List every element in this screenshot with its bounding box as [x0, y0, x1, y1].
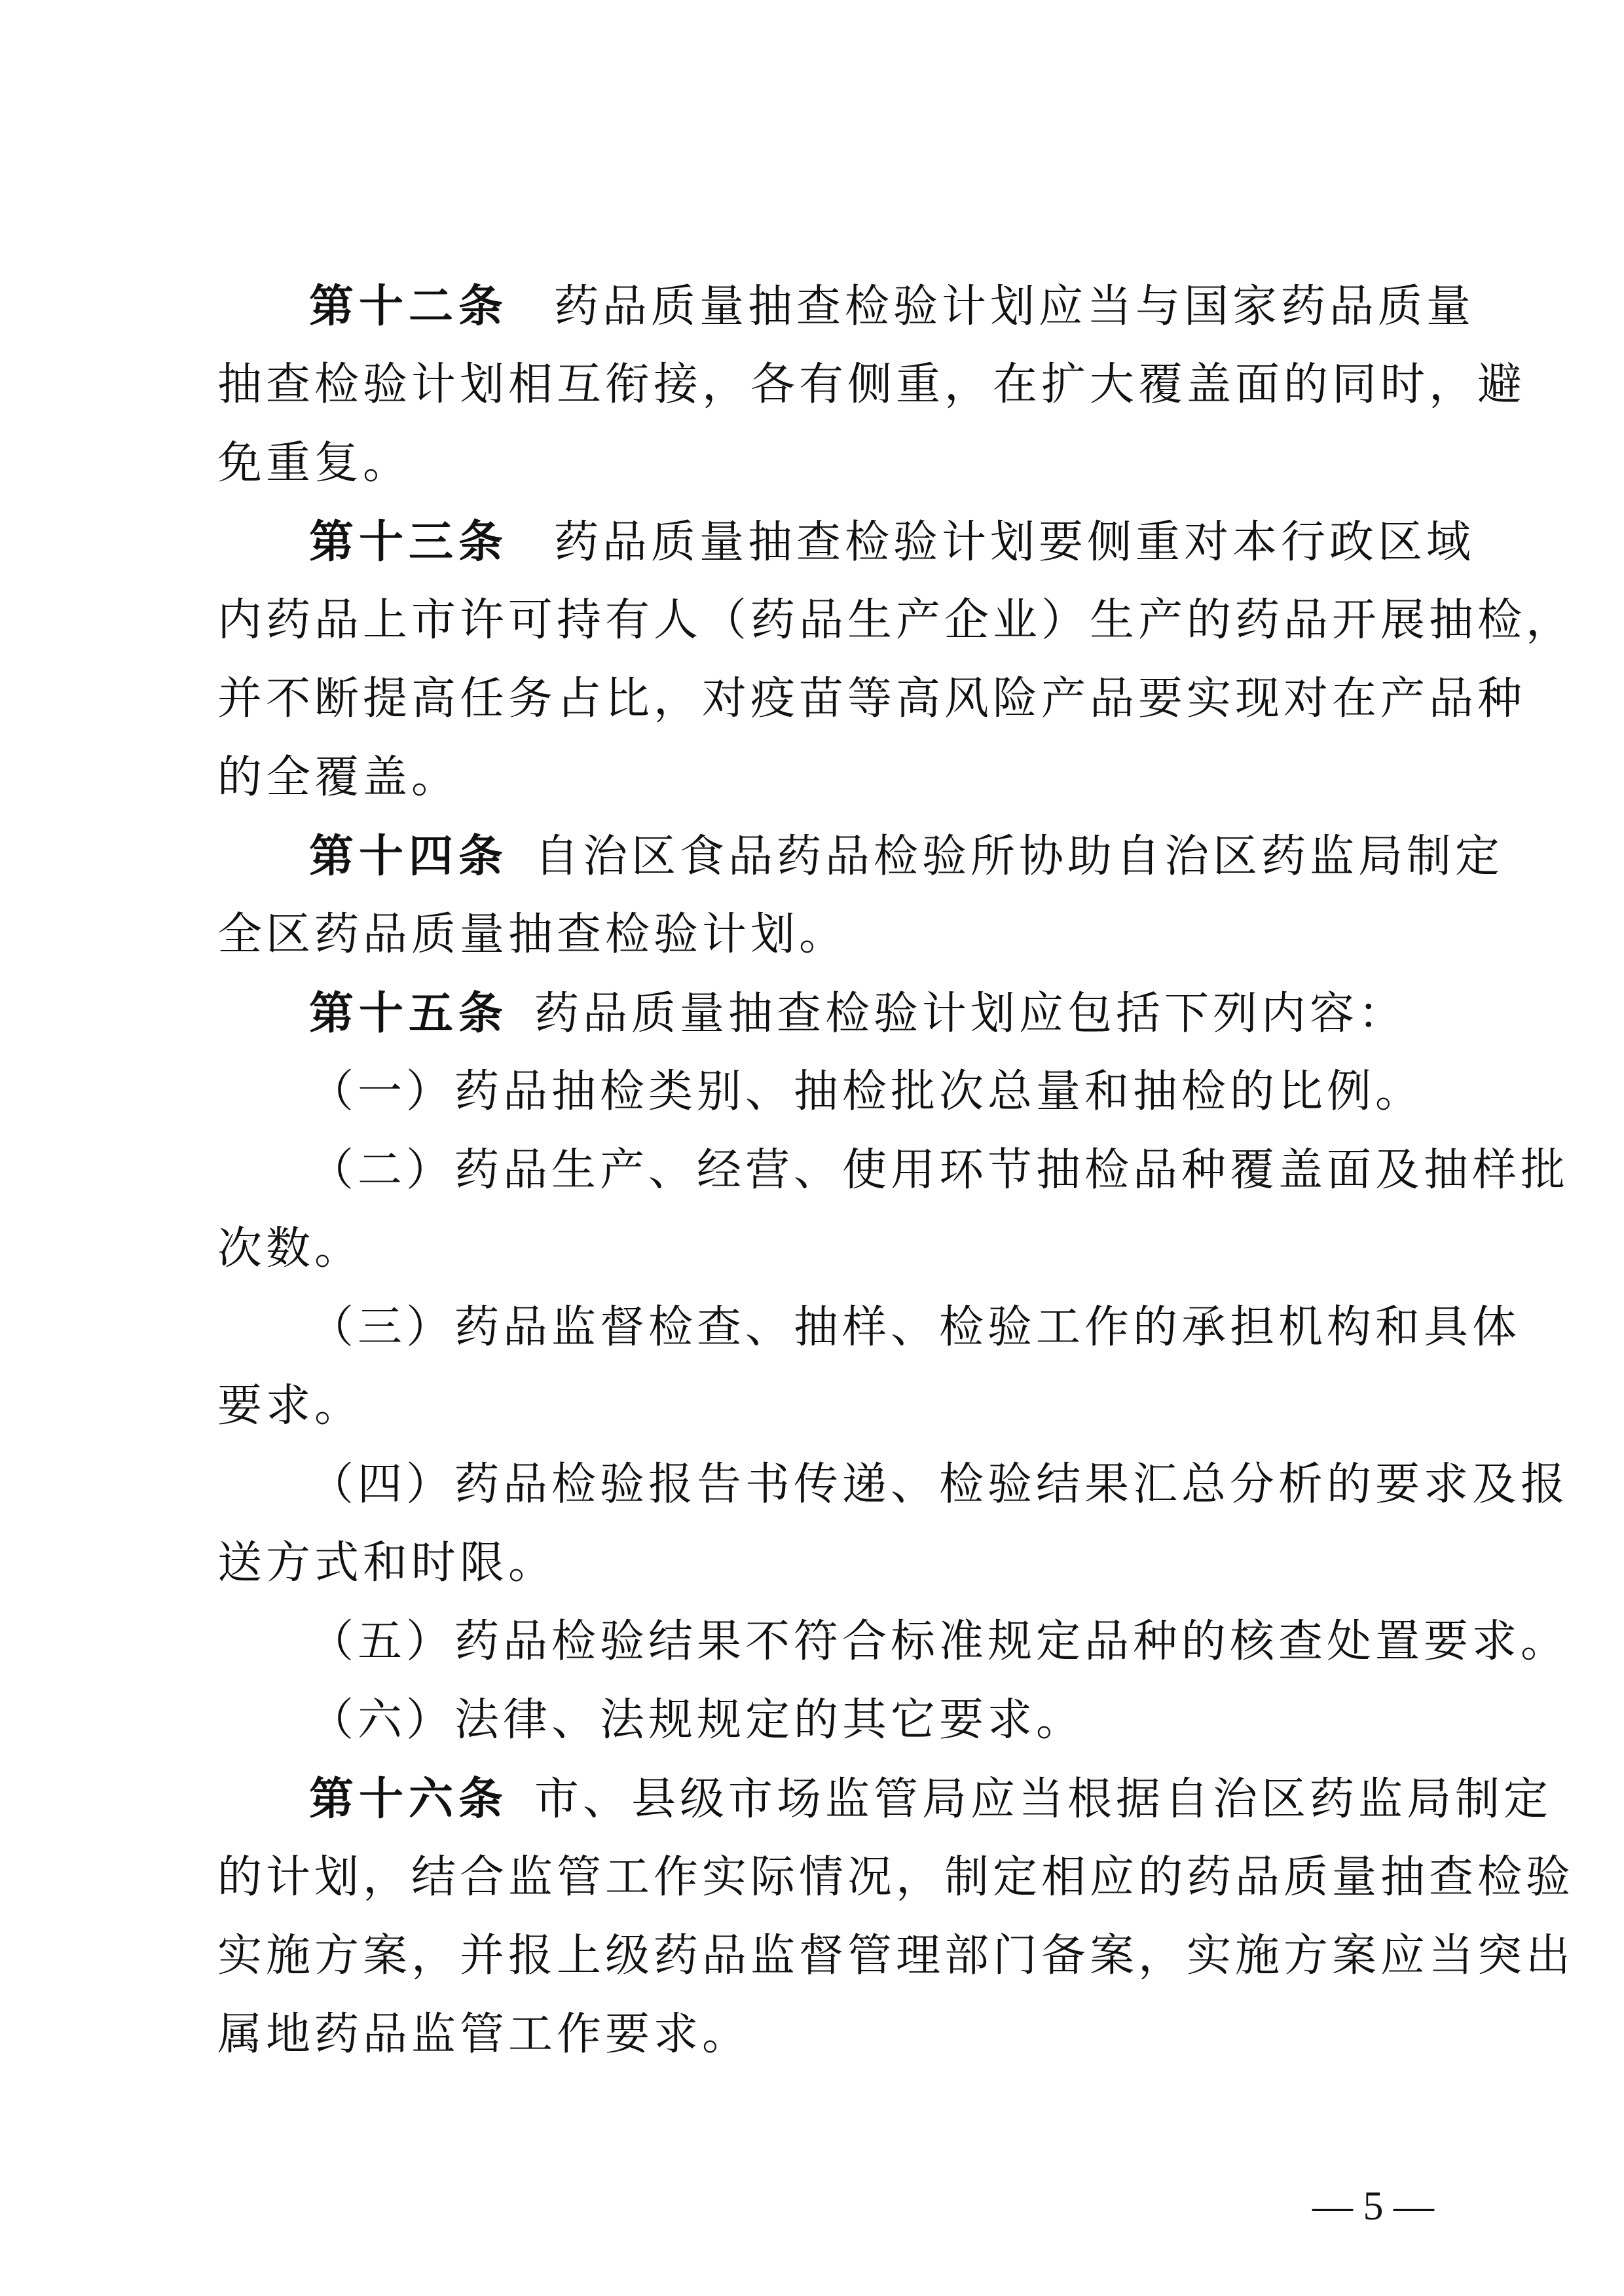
- item-6-line-1: （六）法律、法规规定的其它要求。: [309, 1694, 1085, 1746]
- article-14-line-1: 第十四条 自治区食品药品检验所协助自治区药监局制定: [309, 830, 1504, 883]
- page-number: — 5 —: [1312, 2184, 1434, 2229]
- item-5-line-1: （五）药品检验结果不符合标准规定品种的核查处置要求。: [309, 1616, 1570, 1667]
- article-13-line-1: 第十三条 药品质量抽查检验计划要侧重对本行政区域: [309, 516, 1475, 568]
- article-15-line-1: 第十五条 药品质量抽查检验计划应包括下列内容：: [309, 987, 1407, 1040]
- article-13-line-3: 并不断提高任务占比，对疫苗等高风险产品要实现对在产品种: [217, 673, 1526, 725]
- article-16-line-3: 实施方案，并报上级药品监督管理部门备案，实施方案应当突出: [217, 1930, 1575, 1982]
- item-3-line-1: （三）药品监督检查、抽样、检验工作的承担机构和具体: [309, 1302, 1521, 1353]
- article-16-line-1: 第十六条 市、县级市场监管局应当根据自治区药监局制定: [309, 1773, 1553, 1825]
- item-4-line-1: （四）药品检验报告书传递、检验结果汇总分析的要求及报: [309, 1459, 1570, 1510]
- article-13-line-2: 内药品上市许可持有人（药品生产企业）生产的药品开展抽检，: [217, 594, 1575, 646]
- article-16-line-2: 的计划，结合监管工作实际情况，制定相应的药品质量抽查检验: [217, 1851, 1575, 1903]
- article-14-line-2: 全区药品质量抽查检验计划。: [217, 909, 848, 960]
- item-2-line-1: （二）药品生产、经营、使用环节抽检品种覆盖面及抽样批: [309, 1144, 1570, 1196]
- article-12-line-2: 抽查检验计划相互衔接，各有侧重，在扩大覆盖面的同时，避: [217, 359, 1526, 410]
- item-4-line-2: 送方式和时限。: [217, 1537, 557, 1589]
- article-14-label: 第十四条: [309, 830, 509, 883]
- item-3-line-2: 要求。: [217, 1380, 363, 1432]
- item-2-line-2: 次数。: [217, 1223, 363, 1275]
- article-16-label: 第十六条: [309, 1773, 509, 1825]
- article-12-label: 第十二条: [309, 280, 509, 333]
- article-12-line-1: 第十二条 药品质量抽查检验计划应当与国家药品质量: [309, 280, 1475, 333]
- item-1-line-1: （一）药品抽检类别、抽检批次总量和抽检的比例。: [309, 1066, 1424, 1118]
- article-13-label: 第十三条: [309, 516, 509, 568]
- article-12-line-3: 免重复。: [217, 437, 412, 489]
- article-16-line-4: 属地药品监管工作要求。: [217, 2009, 751, 2060]
- article-15-label: 第十五条: [309, 987, 509, 1040]
- article-13-line-4: 的全覆盖。: [217, 752, 460, 803]
